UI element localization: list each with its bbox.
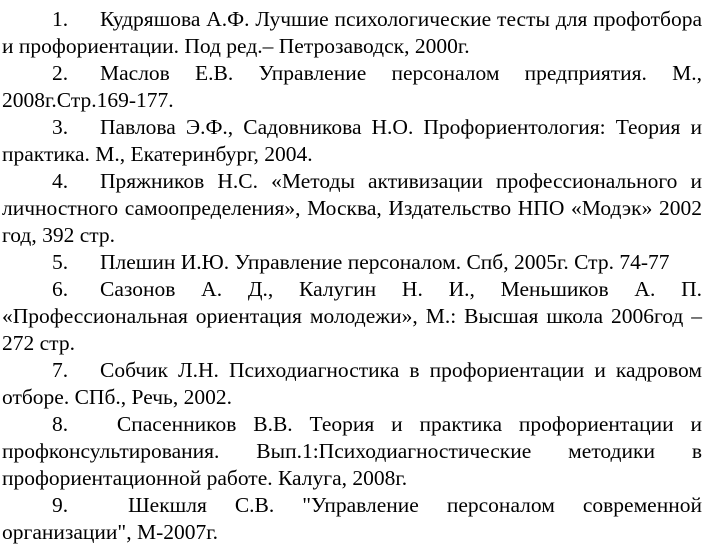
reference-number: 2. [52, 61, 69, 85]
reference-item-5 [2, 249, 702, 276]
reference-number: 9. [52, 493, 69, 517]
reference-item-6 [2, 276, 702, 357]
reference-number: 8. [52, 412, 69, 436]
reference-list [2, 6, 702, 546]
reference-text: Маслов Е.В. Управление персоналом предприятия. М., 2008г.Стр.169-177. [2, 61, 702, 112]
reference-number: 7. [52, 358, 69, 382]
reference-item-1 [2, 6, 702, 60]
reference-item-3 [2, 114, 702, 168]
reference-text: Шекшля С.В. "Управление персоналом современной организации", М-2007г. [2, 493, 702, 544]
reference-text: Спасенников В.В. Теория и практика профориентации и профконсультирования. Вып.1:Психодиагностические методики в профориентационной работе. Калуга, 2008г. [2, 412, 702, 490]
reference-number: 5. [52, 250, 69, 274]
reference-number: 1. [52, 7, 69, 31]
reference-item-8 [2, 411, 702, 492]
reference-item-4 [2, 168, 702, 249]
reference-text: Пряжников Н.С. «Методы активизации профессионального и личностного самоопределения», Москва, Издательство НПО «Модэк» 2002 год, 392 стр. [2, 169, 702, 247]
reference-number: 3. [52, 115, 69, 139]
reference-item-7 [2, 357, 702, 411]
reference-text: Плешин И.Ю. Управление персоналом. Спб, 2005г. Стр. 74-77 [100, 250, 670, 274]
reference-item-9 [2, 492, 702, 546]
reference-number: 4. [52, 169, 69, 193]
reference-text: Кудряшова А.Ф. Лучшие психологические тесты для профотбора и профориентации. Под ред.– Петрозаводск, 2000г. [2, 7, 702, 58]
reference-number: 6. [52, 277, 69, 301]
reference-text: Сазонов А. Д., Калугин Н. И., Меньшиков А. П. «Профессиональная ориентация молодежи», М.: Высшая школа 2006год – 272 стр. [2, 277, 702, 355]
reference-text: Павлова Э.Ф., Садовникова Н.О. Профориентология: Теория и практика. М., Екатеринбург, 2004. [2, 115, 702, 166]
reference-item-2 [2, 60, 702, 114]
reference-text: Собчик Л.Н. Психодиагностика в профориентации и кадровом отборе. СПб., Речь, 2002. [2, 358, 702, 409]
